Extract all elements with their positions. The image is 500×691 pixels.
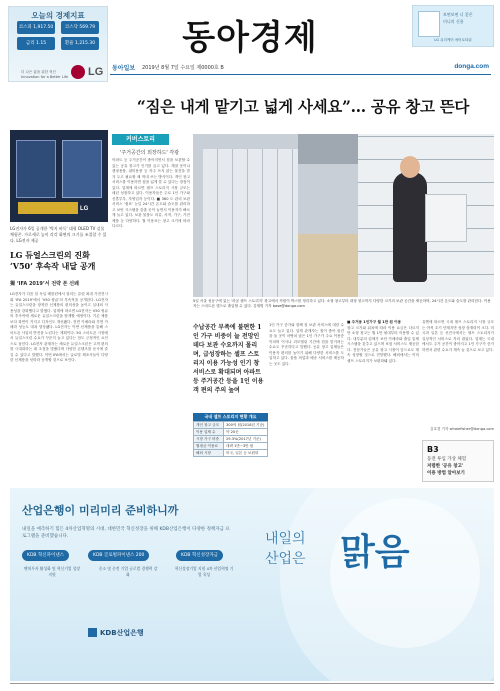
kdb-logo-text: KDB산업은행 [100,629,144,637]
left-article-subhead: 獨 ‘IFA 2019’서 전략 폰 선봬 [10,281,79,287]
indicator-kospi: 코스피 1,917.50 [17,21,55,34]
ad-pill-3: KDB 혁신성장자금 [176,550,223,561]
left-article-headline[interactable]: LG 듀얼스크린의 진화 ‘V50’ 후속작 내달 공개 [10,250,96,271]
right-ad-text1: 보면보면 너 좋은 [443,12,473,17]
table-caption: 국내 셀프 스토리지 현황 개요 [193,413,268,421]
ad-pill-1: KDB 혁신파이낸스 [22,550,69,561]
table-row [194,450,268,457]
lg-logo [71,63,115,83]
corridor-floor [298,234,358,297]
issue-date: 2019년 8월 7일 수요일 제0000호 B [142,65,224,71]
ad-tagline-2: 산업은 [265,551,306,567]
corridor-ceiling [298,134,358,164]
table-value: 미국, 일본 등 보편화 [224,450,268,457]
ad-tagline-1: 내일의 [265,531,306,547]
indicator-fx: 환율 1,215.30 [61,37,99,50]
right-ad-caption: LG 퓨리케어 에어로타워 [434,38,472,42]
dateline [110,63,491,75]
indicator-rate: 금리 1.15 [17,37,55,50]
table-value: 대략 1만~3만 원 [224,443,268,450]
kdb-bank-ad[interactable] [10,488,494,681]
pull-quote: 수납공간 부족에 불편한 1인 가구 비중이 늘 전망인 데다 보관 수요까지 몰리며, 급성장하는 셀프 스토리지 이용 가능성 인기 창 서비스로 확대되며 아파트 등 주거공간 등을 1인 이용객 편의 주의 높여 [193,324,264,394]
ad-pill-2: KDB 글로벌파이낸스 200 [88,550,149,561]
main-headline[interactable]: “짐은 내게 맡기고 넓게 사세요”… 공유 창고 뜬다 [136,97,470,116]
tv-screen-left [16,140,56,198]
col3-text: 창고 크기와 위치에 따라 이용 요금은 다르지만 소형 창고는 월 1만 원대부터 이용할 수 있다. 대부분의 업체가 보안 카메라와 출입 통제 시스템을 갖추고 있으며 보험 서비스도 제공한다. 전문가들은 공유 창고 시장이 앞으로도 계속 성장할 것으로 전망했다. 해외에서는 이미 셀프 스토리지가 보편화돼 있다. [347,325,419,363]
article-body-col2: 1인 가구 증가와 함께 짐 보관 서비스에 대한 수요도 늘고 있다. 업계 관계자는 집이 좁아 물건을 둘 곳이 마땅치 않은 1인 가구가 주요 이용층이라며 이사나 리모델링 기간에 짐을 맡기려는 수요도 꾸준하다고 말했다. 공유 창고 업체들은 이용자 편의를 높이기 위해 다양한 서비스를 도입하고 있다. 물품 픽업과 배송 서비스를 제공하는 곳도 있다. [269,323,344,366]
storage-photo-caption: 5일 서울 성동구에 있는 '라곰 셀프 스토리지' 창고에서 직원이 박스를 정리하고 있다. 소형 창고부터 대형 창고까지 다양한 크기의 보관 공간을 제공하며, 24시간 온도와 습도를 관리한다. 이용자는 스마트폰 앱으로 출입할 수 있다. 김재명 기자 base@donga.com [193,299,491,309]
table-value: 약 20곳 [224,429,268,436]
photo-banner [18,202,78,214]
lg-tv-photo [10,130,108,222]
left-article-body: LG전자가 다음 달 독일 베를린에서 열리는 유럽 최대 가전전시회 ‘IFA 2019’에서 ‘V50 씽큐’의 후속작을 공개한다. LG전자는 듀얼스크린을 장착한 신제품의 편의성을 높이고 실내외 사용성을 강화했다고 밝혔다. 업계에 따르면 LG전자는 V50 씽큐의 후속작에 새로운 듀얼스크린을 탑재할 예정이다. 기존 제품보다 화면이 커지고 디자인도 개선됐다. 전면 카메라와 후면 카메라 성능도 대폭 향상됐다. LG전자는 이번 신제품을 통해 스마트폰 사업의 반전을 노린다는 계획이다. 5G 스마트폰 시장에서 듀얼스크린 수요가 꾸준히 늘고 있다는 점도 긍정적인 요인으로 꼽힌다. LG전자 관계자는 새로운 듀얼스크린은 고객 편의를 극대화하는 데 초점을 맞췄다며 다양한 콘텐츠를 동시에 즐길 수 있다고 말했다. 이번 IFA에서는 글로벌 제조사들이 다양한 신제품을 잇따라 공개할 것으로 보인다. [10,292,108,362]
masthead [0,0,500,85]
kdb-logo-icon [88,628,97,637]
table-key: 이용 업체 수 [194,429,224,436]
ad-subtext: 내일을 예측하기 힘든 4차산업혁명의 시대, 대한민국 혁신성장을 위해 KDB산업은행이 다양한 정책자금 프로그램을 준비했습니다. [22,527,230,539]
indicator-title: 오늘의 경제지표 [31,11,85,20]
ad-tagline-big: 맑음 [340,531,410,573]
storage-info-table [193,413,268,457]
ad-pill-text-1: 벤처투자 활성화 및 혁신기업 성장 지원 [23,566,81,577]
col3-subhead: ■ 주거용 1인가구 월 1만 원 이용 [347,320,402,324]
locker-wall-left [203,149,298,297]
ad-pill-text-3: 혁신성장기업 지원 4차 산업혁명 기업 육성 [174,566,234,577]
promo-line1: 동전 투입 가상 체험 [427,457,467,462]
right-ad-text2: 미니의 신용 [443,19,464,24]
table-value: 29.3%(2017년 기준) [224,436,268,443]
brand-name: 동아일보 [112,65,136,72]
inside-page-promo[interactable] [422,440,494,482]
table-key: 월평균 이용료 [194,443,224,450]
photo-logo: LG [80,206,89,212]
article-body-col3 [347,320,419,364]
air-purifier-icon [418,11,440,37]
promo-page-number: B3 [427,445,439,454]
table-row [194,429,268,436]
promo-line2: 저렴한 '공유 창고' [427,464,464,469]
site-url[interactable]: donga.com [454,63,489,70]
promo-line3: 이용 방법 알아보기 [427,471,465,476]
lg-logo-text: LG [88,66,104,78]
article-kicker: '주거공간의 외장하드' 각광 [119,150,180,156]
center-article-byline: 김호경 기자 whalefisher@donga.com [429,427,494,431]
ad-pill-text-2: 중소 및 중견 기업 글로벌 경쟁력 강화 [98,566,158,577]
table-row [194,422,268,429]
article-body-col1: 아파트 등 주거공간이 좁아지면서 짐을 보관할 수 있는 공유 창고가 인기를 끌고 있다. 계절 옷이나 캠핑용품, 취미용품 등 자주 쓰지 않는 물건을 맡겨 두고 필요할 때 꺼내 쓰는 방식이다. 개인 창고 서비스를 이용하면 집을 넓게 쓸 수 있다는 장점이 있다. 업계에 따르면 셀프 스토리지 시장 규모는 매년 성장하고 있다. 이용자들은 주로 1인 가구와 신혼부부, 자영업자 등이다. ■ 360 도 관리 보관 서비스 '쉼표' 눈길 24시간 온도와 습도를 관리하고 보안 시스템을 갖춘 곳이 늘면서 이용자가 빠르게 늘고 있다. 보관 물품도 의류, 서적, 가구, 가전제품 등 다양하다. 월 이용료는 창고 크기에 따라 다르다. [112,158,190,228]
table-value: 300억 원(2018년 기준) [224,422,268,429]
storage-box [425,194,467,242]
table-row [194,436,268,443]
table-row [194,443,268,450]
worker-figure [393,172,427,282]
section-tag-coverstory: 커버스토리 [112,134,169,145]
tv-screen-right [62,140,102,198]
left-photo-caption: LG전자가 6일 공개한 '벽지 바둑' 대형 OLED TV 실물 체험존. 가로세로 높이 각각 화면의 크기를 조절할 수 있다. LG전자 제공 [10,226,107,243]
right-corner-ad[interactable] [412,5,494,47]
article-body-col4: 유엔에 따르면 국내 셀프 스토리지 시장 규모는 아직 초기 단계지만 성장 잠재력이 크다. 미국과 일본 등 선진국에서는 셀프 스토리지가 일상적인 서비스로 자리 잡았다. 업계는 국내에서도 주거 공간이 좁아지고 1인 가구가 증가하면서 관련 수요가 계속 늘 것으로 보고 있다. [422,320,494,352]
table-key: 개인 창고 규모 [194,422,224,429]
worker-head [400,156,420,178]
table-key: 시장 가구 비중 [194,436,224,443]
lg-logo-icon [71,65,85,79]
lg-tagline: 더 나은 삶을 위한 혁신 Innovation for a Better Life [21,70,69,79]
storage-photo [193,134,494,297]
ad-headline: 산업은행이 미리미리 준비하니까 [22,504,179,517]
newspaper-title: 동아경제 [182,18,318,58]
indicator-kosdaq: 코스닥 569.79 [61,21,99,34]
page-footer-rule [10,683,494,687]
table-key: 해외 시장 [194,450,224,457]
